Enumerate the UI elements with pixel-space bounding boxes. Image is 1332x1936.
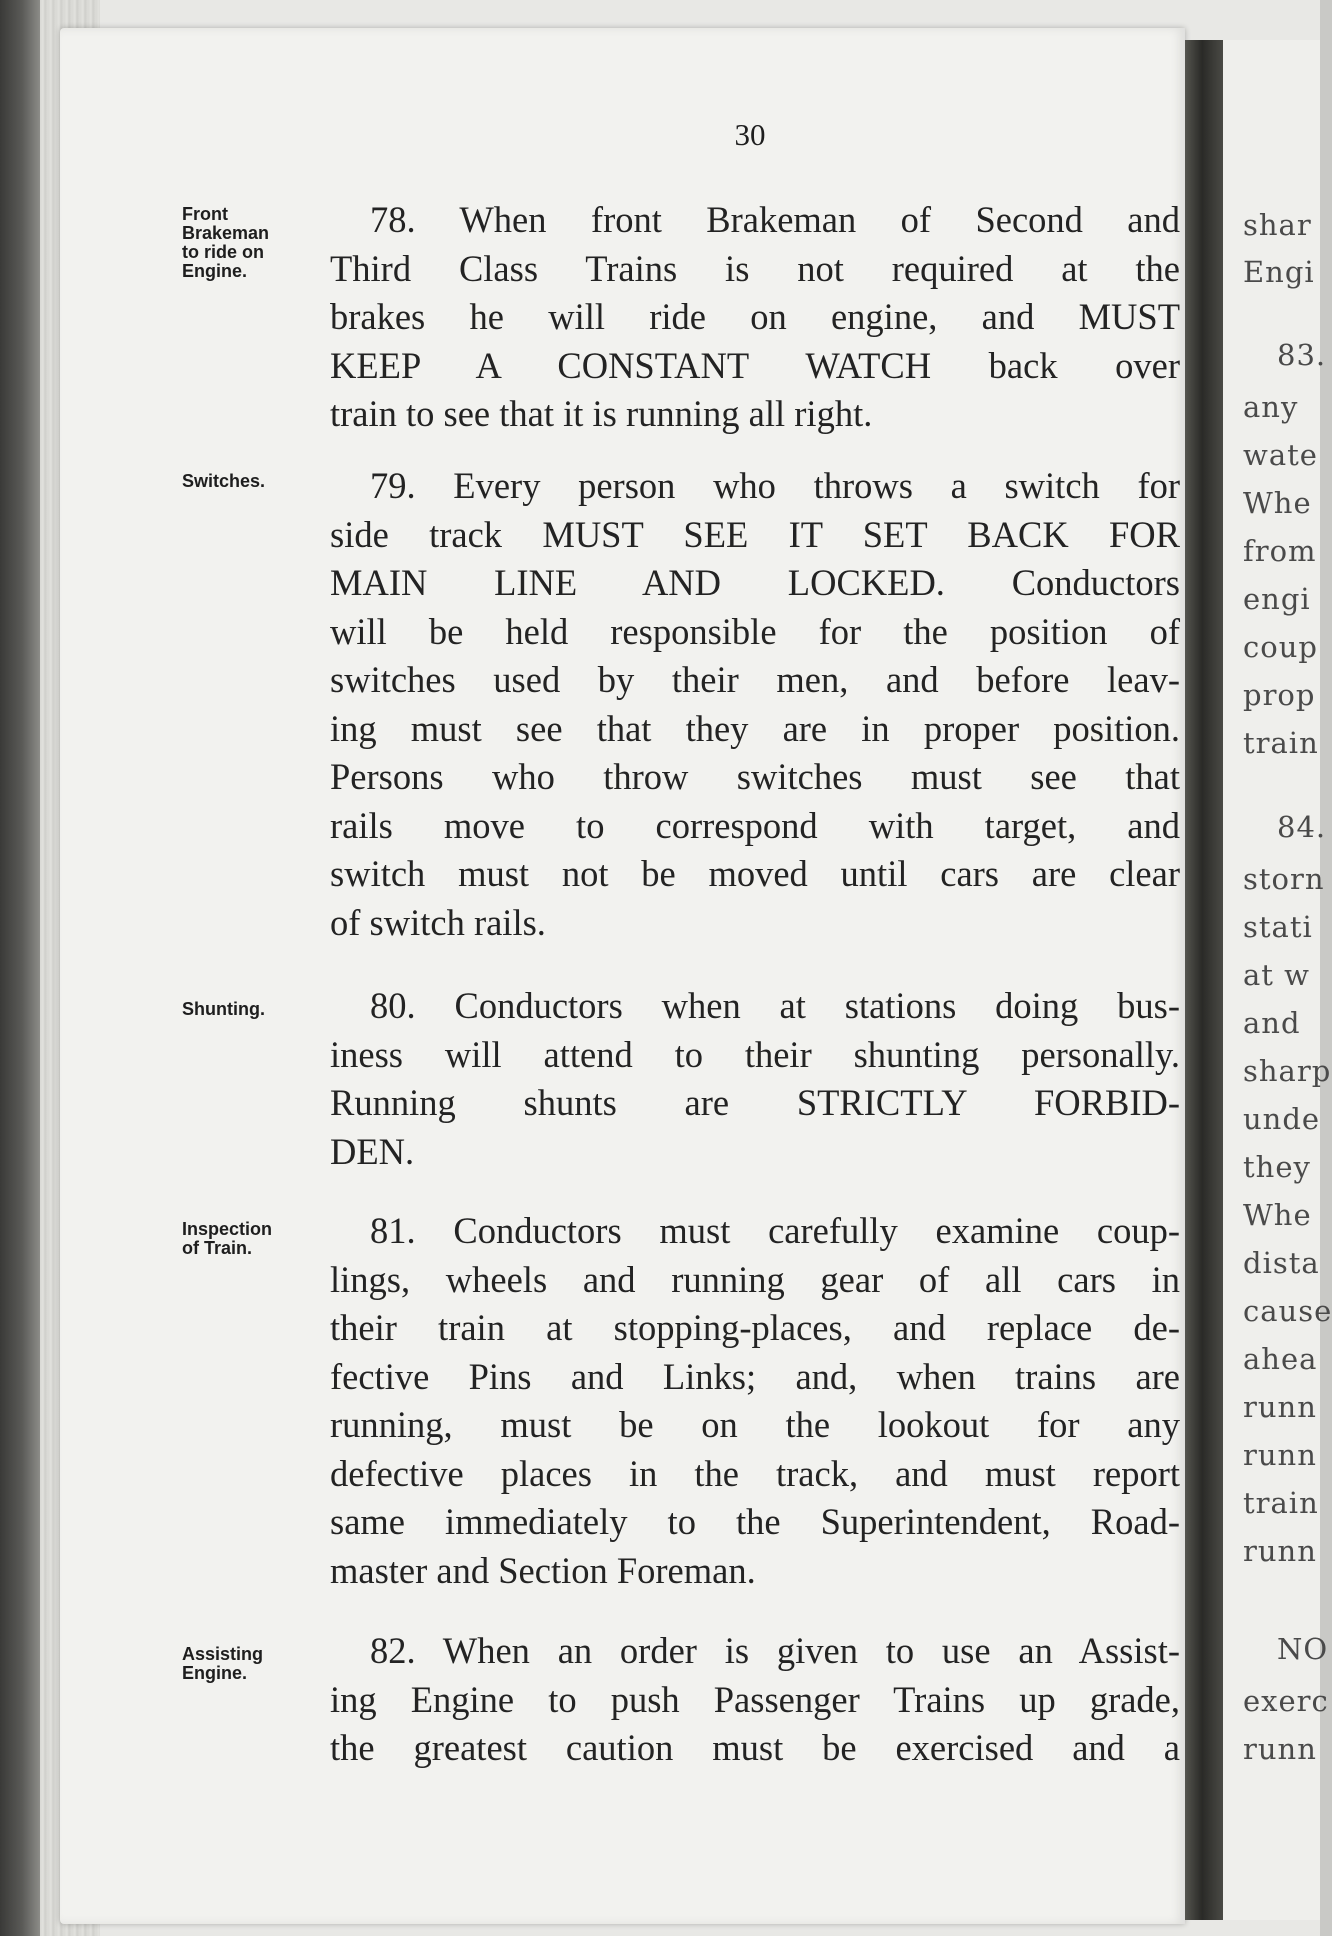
facing-text-fragment: runn <box>1243 1438 1317 1472</box>
side-heading-switches: Switches. <box>182 471 266 491</box>
text-line: Persons who throw switches must see that <box>330 756 1180 797</box>
text-line: rails move to correspond with target, and <box>330 804 1180 846</box>
facing-text-fragment: train <box>1243 726 1319 760</box>
facing-text-fragment: they <box>1243 1150 1311 1184</box>
text-line: same immediately to the Superintendent, Road- <box>330 1501 1180 1542</box>
facing-text-fragment: stati <box>1243 910 1313 944</box>
text-line: switch must not be moved until cars are clear <box>330 853 1180 894</box>
facing-text-fragment: at w <box>1243 958 1310 992</box>
paragraph-81 <box>330 1207 1180 1595</box>
text-line: ing Engine to push Passenger Trains up grade, <box>330 1678 1180 1720</box>
text-line: DEN. <box>330 1130 415 1172</box>
facing-page <box>1223 40 1332 1920</box>
text-line: 81. Conductors must carefully examine coup- <box>370 1210 1180 1251</box>
side-heading-inspection: Inspection of Train. <box>182 1219 273 1258</box>
facing-text-fragment: cause <box>1243 1294 1332 1328</box>
book-binding <box>0 0 40 1936</box>
book-gutter <box>1185 40 1223 1920</box>
facing-text-fragment: NO <box>1277 1632 1329 1666</box>
facing-text-fragment: and <box>1243 1006 1301 1040</box>
side-heading-shunting: Shunting. <box>182 999 265 1019</box>
text-line: will be held responsible for the position of <box>330 610 1180 652</box>
side-heading-front-brakeman: Front Brakeman to ride on Engine. <box>182 204 270 281</box>
text-line: brakes he will ride on engine, and MUST <box>330 296 1180 337</box>
facing-text-fragment: exerc <box>1243 1684 1329 1718</box>
facing-text-fragment: storn <box>1243 862 1325 896</box>
side-heading-assisting-engine: Assisting Engine. <box>182 1644 264 1683</box>
text-line: switches used by their men, and before leav- <box>330 659 1180 700</box>
facing-text-fragment: wate <box>1243 438 1318 472</box>
text-line: master and Section Foreman. <box>330 1549 756 1591</box>
facing-text-fragment: sharp <box>1243 1054 1332 1088</box>
text-line: 82. When an order is given to use an Assist- <box>370 1630 1180 1671</box>
text-line: 78. When front Brakeman of Second and <box>370 199 1180 240</box>
facing-text-fragment: runn <box>1243 1732 1317 1766</box>
text-line: Third Class Trains is not required at the <box>330 247 1180 289</box>
facing-text-fragment: from <box>1243 534 1317 568</box>
facing-text-fragment: Whe <box>1243 486 1312 520</box>
paragraph-78 <box>330 196 1180 439</box>
facing-text-fragment: prop <box>1243 678 1316 712</box>
text-line: defective places in the track, and must report <box>330 1452 1180 1494</box>
facing-text-fragment: ahea <box>1243 1342 1318 1376</box>
facing-text-fragment: any <box>1243 390 1299 424</box>
text-line: of switch rails. <box>330 901 546 943</box>
text-line: running, must be on the lookout for any <box>330 1404 1180 1445</box>
facing-text-fragment: runn <box>1243 1390 1317 1424</box>
facing-text-fragment: Engi <box>1243 255 1315 289</box>
text-line: MAIN LINE AND LOCKED. Conductors <box>330 562 1180 603</box>
text-line: ing must see that they are in proper position. <box>330 707 1180 749</box>
facing-text-fragment: unde <box>1243 1102 1321 1136</box>
facing-text-fragment: Whe <box>1243 1198 1312 1232</box>
text-line: side track MUST SEE IT SET BACK FOR <box>330 513 1180 555</box>
facing-text-fragment: runn <box>1243 1534 1317 1568</box>
facing-text-fragment: 83. <box>1277 338 1327 372</box>
text-line: iness will attend to their shunting personally. <box>330 1033 1180 1075</box>
text-line: Running shunts are STRICTLY FORBID- <box>330 1082 1180 1123</box>
paragraph-82 <box>330 1627 1180 1773</box>
facing-text-fragment: engi <box>1243 582 1311 616</box>
facing-text-fragment: 84. <box>1277 810 1327 844</box>
paragraph-80 <box>330 982 1180 1176</box>
facing-text-fragment: train <box>1243 1486 1319 1520</box>
paragraph-79 <box>330 462 1180 947</box>
facing-text-fragment: shar <box>1243 208 1312 242</box>
text-line: 79. Every person who throws a switch for <box>370 465 1180 506</box>
text-line: KEEP A CONSTANT WATCH back over <box>330 344 1180 386</box>
page-number: 30 <box>734 117 766 152</box>
facing-text-fragment: dista <box>1243 1246 1320 1280</box>
text-line: lings, wheels and running gear of all cars in <box>330 1258 1180 1300</box>
text-line: fective Pins and Links; and, when trains are <box>330 1355 1180 1397</box>
text-line: their train at stopping-places, and replace de- <box>330 1307 1180 1348</box>
text-line: 80. Conductors when at stations doing bus- <box>370 985 1180 1026</box>
facing-text-fragment: coup <box>1243 630 1318 664</box>
text-line: the greatest caution must be exercised and a <box>330 1727 1180 1768</box>
text-line: train to see that it is running all right. <box>330 393 873 434</box>
